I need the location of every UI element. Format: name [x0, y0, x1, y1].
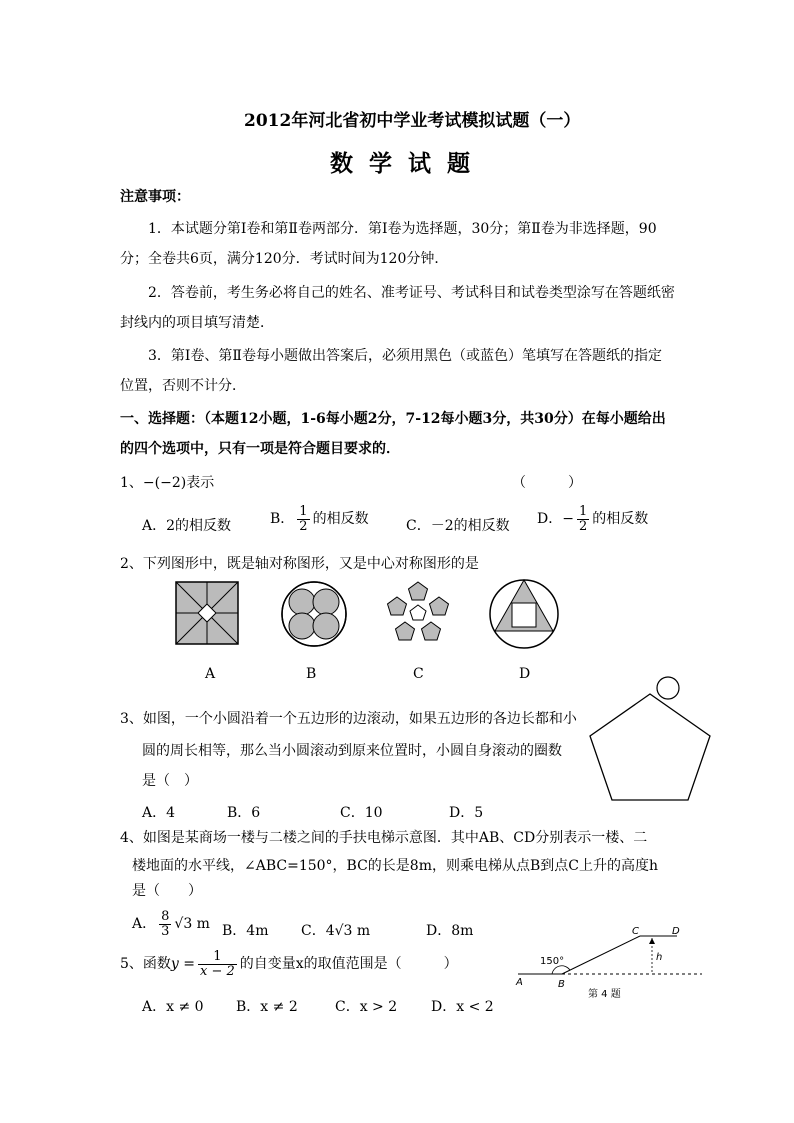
q4-line-2: 楼地面的水平线，∠ABC=150°，BC的长是8m，则乘电梯从点B到点C上升的高度h	[132, 858, 659, 874]
q4-figure-escalator	[512, 922, 712, 1006]
q4-height-label: h	[656, 952, 663, 963]
notes-heading: 注意事项：	[120, 189, 190, 205]
q4-caption: 第 4 题	[588, 989, 621, 1000]
q4-point-b: B	[558, 979, 565, 990]
q5-option-b: B．x ≠ 2	[236, 999, 298, 1015]
q4-option-a: A． $\frac{8}{3}$ √3 m	[132, 909, 210, 939]
q5-option-c: C．x > 2	[335, 999, 398, 1015]
q3-option-b: B．6	[227, 805, 261, 821]
subject-title: 数 学 试 题	[330, 150, 475, 177]
q3-line-2: 圆的周长相等，那么当小圆滚动到原来位置时，小圆自身滚动的圈数	[142, 743, 562, 759]
q3-option-c: C．10	[340, 805, 383, 821]
q4-point-c: C	[632, 926, 639, 937]
q3-option-d: D．5	[449, 805, 484, 821]
question-1: 1、−(−2)表示	[120, 475, 215, 491]
q4-line-1: 4、如图是某商场一楼与二楼之间的手扶电梯示意图．其中AB、CD分别表示一楼、二	[120, 830, 648, 846]
q3-line-1: 3、如图，一个小圆沿着一个五边形的边滚动，如果五边形的各边长都和小	[120, 711, 577, 727]
figure-b-petals	[282, 582, 346, 646]
section-1-line-2: 的四个选项中，只有一项是符合题目要求的．	[120, 441, 400, 457]
q2-label-c: C	[413, 666, 424, 682]
note-3-line-2: 位置，否则不计分．	[120, 378, 246, 394]
q1-expression: −(−2)	[142, 475, 187, 491]
figure-d-triangle-square	[490, 580, 558, 648]
q2-label-d: D	[519, 666, 531, 682]
q3-option-a: A．4	[142, 805, 176, 821]
question-5: 5、函数y = $\frac{1}{x - 2}$ 的自变量x的取值范围是（ ）	[120, 949, 458, 979]
q4-option-d: D．8m	[426, 923, 474, 939]
q1-answer-bracket: （ ）	[512, 475, 582, 491]
q3-line-3: 是（ ）	[142, 773, 198, 789]
note-1-line-2: 分；全卷共6页，满分120分．考试时间为120分钟．	[120, 251, 449, 267]
q4-angle-label: 150°	[540, 956, 565, 967]
q5-option-a: A．x ≠ 0	[142, 999, 204, 1015]
q4-option-b: B．4m	[222, 923, 269, 939]
q2-label-b: B	[306, 666, 317, 682]
q5-option-d: D．x < 2	[431, 999, 494, 1015]
q1-option-c: C．－2的相反数	[406, 518, 510, 534]
section-1-line-1: 一、选择题：（本题12小题，1-6每小题2分，7-12每小题3分，共30分）在每小题给出	[120, 411, 666, 427]
note-2-line-1: 2．答卷前，考生务必将自己的姓名、准考证号、考试科目和试卷类型涂写在答题纸密	[148, 285, 675, 301]
q2-figures	[160, 578, 560, 658]
q4-point-a: A	[516, 977, 523, 988]
q1-option-a: A．2的相反数	[142, 518, 232, 534]
q4-option-c: C．4√3 m	[301, 923, 371, 939]
q2-label-a: A	[205, 666, 216, 682]
question-2: 2、下列图形中，既是轴对称图形，又是中心对称图形的是	[120, 556, 479, 572]
note-3-line-1: 3．第Ⅰ卷、第Ⅱ卷每小题做出答案后，必须用黑色（或蓝色）笔填写在答题纸的指定	[148, 348, 662, 364]
q4-point-d: D	[672, 926, 680, 937]
q1-option-d: D．− $\frac{1}{2}$ 的相反数	[537, 504, 649, 534]
q4-line-3: 是（ ）	[132, 883, 202, 899]
q3-figure-pentagon	[584, 676, 724, 806]
figure-c-pentagons	[388, 582, 449, 640]
note-2-line-2: 封线内的项目填写清楚．	[120, 315, 274, 331]
q1-option-b: B． $\frac{1}{2}$ 的相反数	[270, 504, 369, 534]
note-1-line-1: 1．本试题分第Ⅰ卷和第Ⅱ卷两部分．第Ⅰ卷为选择题，30分；第Ⅱ卷为非选择题，90	[148, 221, 657, 237]
figure-a-pinwheel	[176, 582, 238, 644]
exam-title: 2012年河北省初中学业考试模拟试题（一）	[244, 111, 581, 131]
